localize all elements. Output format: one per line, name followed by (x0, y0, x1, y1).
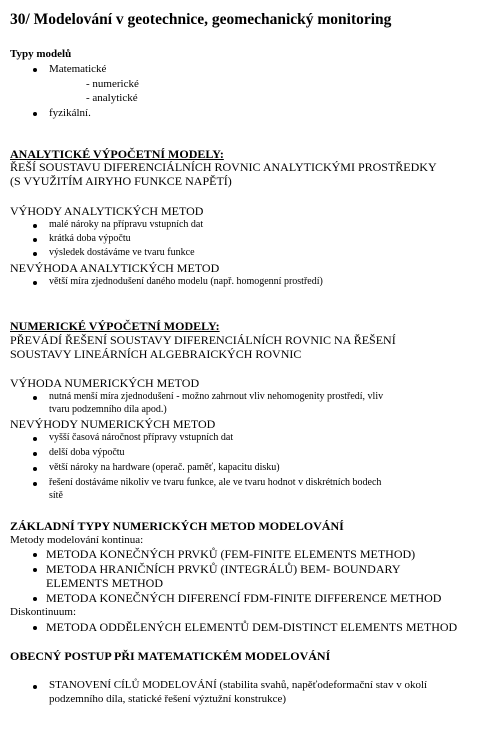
bullet-dot (33, 626, 37, 630)
bullet-dot (33, 238, 37, 242)
page-title: 30/ Modelování v geotechnice, geomechanický monitoring (10, 11, 392, 28)
bullet-dot (33, 224, 37, 228)
numeric-disadv-item: vyšší časová náročnost přípravy vstupních dat (49, 432, 234, 443)
discontinuum-label: Diskontinuum: (10, 606, 77, 618)
analytic-adv-item: krátká doba výpočtu (49, 233, 131, 244)
numeric-adv-line-1: nutná menší míra zjednodušení - možno zahrnout vliv nehomogenity prostředí, vliv (49, 391, 384, 402)
analytic-desc-2: (S VYUŽITÍM AIRYHO FUNKCE NAPĚTÍ) (10, 174, 232, 188)
bullet-dot (33, 467, 37, 471)
analytic-disadv-item: větší míra zjednodušení daného modelu (např. homogenní prostředí) (49, 276, 323, 287)
bullet-dot (33, 685, 37, 689)
analytic-adv-heading: VÝHODY ANALYTICKÝCH METOD (10, 204, 204, 218)
bullet-dot (33, 437, 37, 441)
procedure-item-line-2: podzemního díla, statické řešení výztužní konstrukce) (49, 693, 287, 705)
bullet-dot (33, 252, 37, 256)
bullet-dot (33, 553, 37, 557)
numeric-desc-1: PŘEVÁDÍ ŘEŠENÍ SOUSTAVY DIFERENCIÁLNÍCH ROVNIC NA ŘEŠENÍ (10, 333, 396, 347)
model-physical: fyzikální. (49, 107, 91, 119)
numeric-adv-heading: VÝHODA NUMERICKÝCH METOD (10, 376, 200, 390)
bullet-dot (33, 452, 37, 456)
method-bem-line-1: METODA HRANIČNÍCH PRVKŮ (INTEGRÁLŮ) BEM- BOUNDARY (46, 562, 401, 576)
bullet-dot (33, 396, 37, 400)
procedure-item-line-1: STANOVENÍ CÍLŮ MODELOVÁNÍ (stabilita svahů, napěťodeformační stav v okolí (49, 679, 428, 691)
method-dem: METODA ODDĚLENÝCH ELEMENTŮ DEM-DISTINCT ELEMENTS METHOD (46, 620, 458, 634)
bullet-dot (33, 68, 37, 72)
analytic-disadv-heading: NEVÝHODA ANALYTICKÝCH METOD (10, 261, 220, 275)
bullet-dot (33, 482, 37, 486)
continuum-label: Metody modelování kontinua: (10, 534, 144, 546)
types-heading: ZÁKLADNÍ TYPY NUMERICKÝCH METOD MODELOVÁNÍ (10, 519, 344, 533)
method-fdm: METODA KONEČNÝCH DIFERENCÍ FDM-FINITE DIFFERENCE METHOD (46, 591, 442, 605)
analytic-heading: ANALYTICKÉ VÝPOČETNÍ MODELY: (10, 147, 224, 161)
analytic-adv-item: malé nároky na přípravu vstupních dat (49, 219, 204, 230)
numeric-adv-line-2: tvaru podzemního díla apod.) (49, 404, 167, 415)
numeric-disadv-line-1: řešení dostáváme nikoliv ve tvaru funkce, ale ve tvaru hodnot v diskrétních bodech (49, 477, 382, 488)
numeric-disadv-item: větší nároky na hardware (operač. paměť, kapacitu disku) (49, 462, 280, 473)
numeric-disadv-item: delší doba výpočtu (49, 447, 125, 458)
model-analytic: - analytické (86, 92, 138, 104)
numeric-disadv-line-2: sítě (49, 490, 63, 501)
bullet-dot (33, 281, 37, 285)
models-heading: Typy modelů (10, 48, 72, 60)
model-numeric: - numerické (86, 78, 139, 90)
model-math: Matematické (49, 63, 107, 75)
bullet-dot (33, 112, 37, 116)
method-bem-line-2: ELEMENTS METHOD (46, 576, 163, 590)
numeric-desc-2: SOUSTAVY LINEÁRNÍCH ALGEBRAICKÝCH ROVNIC (10, 347, 302, 361)
numeric-disadv-heading: NEVÝHODY NUMERICKÝCH METOD (10, 417, 216, 431)
analytic-desc-1: ŘEŠÍ SOUSTAVU DIFERENCIÁLNÍCH ROVNIC ANALYTICKÝMI PROSTŘEDKY (10, 160, 437, 174)
numeric-heading: NUMERICKÉ VÝPOČETNÍ MODELY: (10, 319, 220, 333)
analytic-adv-item: výsledek dostáváme ve tvaru funkce (49, 247, 195, 258)
method-fem: METODA KONEČNÝCH PRVKŮ (FEM-FINITE ELEMENTS METHOD) (46, 547, 416, 561)
bullet-dot (33, 597, 37, 601)
procedure-heading: OBECNÝ POSTUP PŘI MATEMATICKÉM MODELOVÁNÍ (10, 649, 331, 663)
bullet-dot (33, 568, 37, 572)
